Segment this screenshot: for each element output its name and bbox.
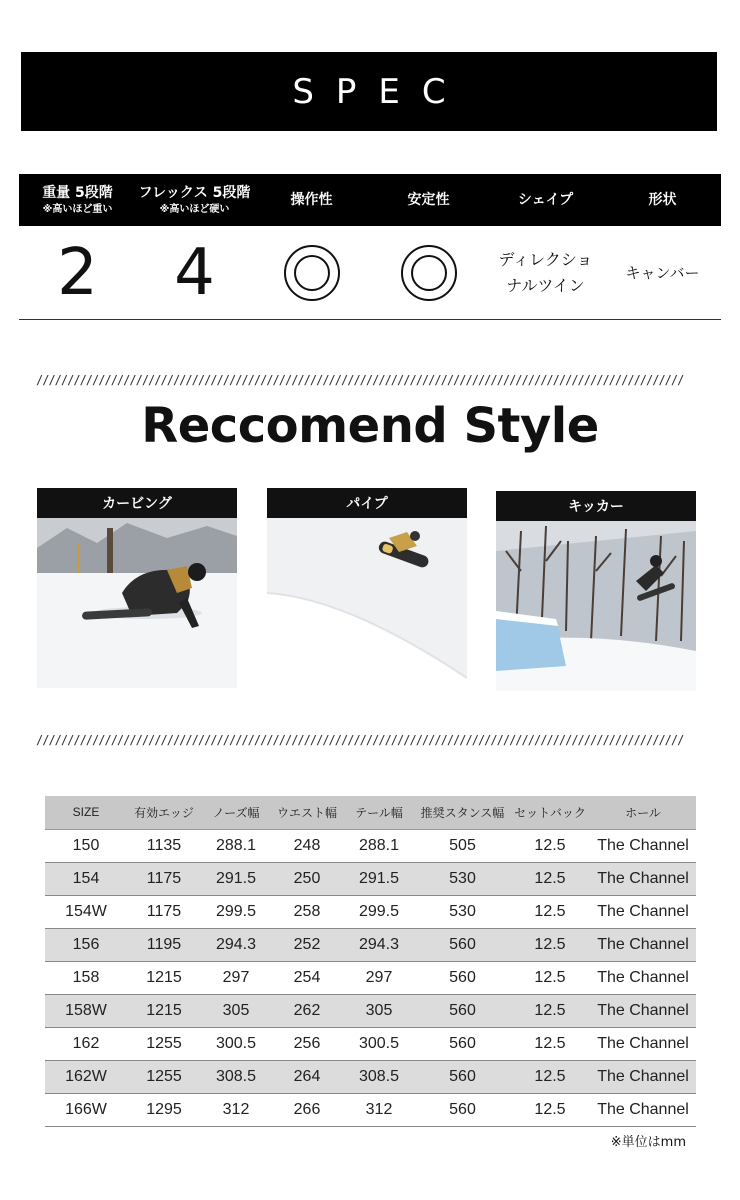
spec-flex-value <box>136 226 253 319</box>
table-row <box>45 895 696 928</box>
spec-header-label: 形状 <box>648 191 677 208</box>
table-cell: 560 <box>415 961 510 994</box>
table-cell: 154 <box>45 862 127 895</box>
table-cell: 12.5 <box>510 1060 590 1093</box>
table-cell: 150 <box>45 829 127 862</box>
spec-value-row <box>19 226 721 319</box>
table-cell: 288.1 <box>201 829 271 862</box>
table-cell: 258 <box>271 895 343 928</box>
table-cell: 12.5 <box>510 928 590 961</box>
flex-number: 4 <box>174 235 215 310</box>
spec-header-label: 操作性 <box>290 191 333 208</box>
size-header: 推奨スタンス幅 <box>415 796 510 829</box>
table-cell: 300.5 <box>201 1027 271 1060</box>
size-header: 有効エッジ <box>127 796 201 829</box>
table-cell: 12.5 <box>510 994 590 1027</box>
table-row <box>45 928 696 961</box>
size-table <box>45 796 696 1127</box>
table-cell: 158 <box>45 961 127 994</box>
style-label: キッカー <box>496 491 696 521</box>
table-cell: 1255 <box>127 1027 201 1060</box>
table-cell: 12.5 <box>510 895 590 928</box>
table-cell: 262 <box>271 994 343 1027</box>
table-cell: 250 <box>271 862 343 895</box>
spec-header-form <box>604 174 721 226</box>
spec-header-note: ※高いほど重い <box>42 203 113 215</box>
table-cell: The Channel <box>590 1060 696 1093</box>
kicker-photo-image <box>496 491 696 691</box>
spec-header-label: 安定性 <box>407 191 450 208</box>
style-label: カービング <box>37 488 237 518</box>
slash-divider: //////////////////////////////////////////////////////////////////////////////////////////////////////// <box>36 373 684 387</box>
table-cell: The Channel <box>590 1093 696 1126</box>
table-cell: 162W <box>45 1060 127 1093</box>
table-cell: 294.3 <box>201 928 271 961</box>
table-cell: 154W <box>45 895 127 928</box>
table-cell: 12.5 <box>510 961 590 994</box>
slash-divider: //////////////////////////////////////////////////////////////////////////////////////////////////////// <box>36 733 684 747</box>
table-cell: 1195 <box>127 928 201 961</box>
table-cell: 312 <box>343 1093 415 1126</box>
table-cell: 1255 <box>127 1060 201 1093</box>
table-cell: The Channel <box>590 862 696 895</box>
table-cell: 505 <box>415 829 510 862</box>
table-cell: 300.5 <box>343 1027 415 1060</box>
table-cell: 12.5 <box>510 862 590 895</box>
size-header: ノーズ幅 <box>201 796 271 829</box>
table-cell: 252 <box>271 928 343 961</box>
unit-note: ※単位はmm <box>610 1135 686 1150</box>
spec-header-flex <box>136 174 253 226</box>
table-cell: 294.3 <box>343 928 415 961</box>
table-cell: 291.5 <box>201 862 271 895</box>
spec-title: SPEC <box>21 52 717 131</box>
carving-photo-image <box>37 488 237 688</box>
recommend-title: Reccomend Style <box>141 398 599 454</box>
table-cell: 560 <box>415 928 510 961</box>
double-circle-icon <box>401 245 457 301</box>
table-cell: 156 <box>45 928 127 961</box>
table-row <box>45 829 696 862</box>
table-cell: 1135 <box>127 829 201 862</box>
table-cell: The Channel <box>590 1027 696 1060</box>
size-header: ホール <box>590 796 696 829</box>
table-cell: 1215 <box>127 994 201 1027</box>
table-cell: The Channel <box>590 928 696 961</box>
style-photo-carving <box>37 488 237 688</box>
table-cell: 297 <box>201 961 271 994</box>
double-circle-icon <box>284 245 340 301</box>
spec-header-label: 重量 5段階 <box>42 185 113 202</box>
table-cell: 291.5 <box>343 862 415 895</box>
size-header: セットバック <box>510 796 590 829</box>
table-row <box>45 961 696 994</box>
style-photo-pipe <box>267 488 467 688</box>
table-cell: 560 <box>415 994 510 1027</box>
table-row <box>45 1027 696 1060</box>
table-cell: 560 <box>415 1027 510 1060</box>
table-cell: 1215 <box>127 961 201 994</box>
spec-header-handling <box>253 174 370 226</box>
table-cell: The Channel <box>590 961 696 994</box>
size-table-header-row <box>45 796 696 829</box>
size-header: SIZE <box>45 796 127 829</box>
table-cell: 299.5 <box>343 895 415 928</box>
spec-header-label: フレックス 5段階 <box>138 185 251 202</box>
spec-header-shape <box>487 174 604 226</box>
table-cell: 560 <box>415 1060 510 1093</box>
table-cell: 12.5 <box>510 1093 590 1126</box>
table-cell: 162 <box>45 1027 127 1060</box>
table-cell: 530 <box>415 862 510 895</box>
table-cell: 1295 <box>127 1093 201 1126</box>
size-header: テール幅 <box>343 796 415 829</box>
table-cell: 248 <box>271 829 343 862</box>
style-label: パイプ <box>267 488 467 518</box>
table-cell: 308.5 <box>343 1060 415 1093</box>
pipe-photo-image <box>267 488 467 688</box>
table-cell: 12.5 <box>510 829 590 862</box>
table-cell: 305 <box>201 994 271 1027</box>
spec-stability-value <box>370 226 487 319</box>
table-cell: 166W <box>45 1093 127 1126</box>
table-cell: The Channel <box>590 994 696 1027</box>
table-cell: 264 <box>271 1060 343 1093</box>
table-cell: The Channel <box>590 895 696 928</box>
spec-table <box>19 174 721 320</box>
spec-form-value <box>604 226 721 319</box>
spec-header-label: シェイプ <box>517 191 574 208</box>
spec-header-row <box>19 174 721 226</box>
table-cell: 158W <box>45 994 127 1027</box>
form-text: キャンバー <box>625 264 700 282</box>
table-cell: 312 <box>201 1093 271 1126</box>
table-cell: 12.5 <box>510 1027 590 1060</box>
style-photo-kicker <box>496 491 696 691</box>
table-cell: 299.5 <box>201 895 271 928</box>
spec-header-note: ※高いほど硬い <box>159 203 230 215</box>
table-cell: 256 <box>271 1027 343 1060</box>
table-cell: 1175 <box>127 895 201 928</box>
spec-header-stability <box>370 174 487 226</box>
table-row <box>45 994 696 1027</box>
spec-weight-value <box>19 226 136 319</box>
table-cell: 254 <box>271 961 343 994</box>
table-cell: 308.5 <box>201 1060 271 1093</box>
table-row <box>45 862 696 895</box>
table-cell: 288.1 <box>343 829 415 862</box>
table-row <box>45 1060 696 1093</box>
shape-text: ディレクショナルツイン <box>498 249 593 295</box>
table-row <box>45 1093 696 1126</box>
table-cell: 560 <box>415 1093 510 1126</box>
table-cell: 530 <box>415 895 510 928</box>
table-cell: 1175 <box>127 862 201 895</box>
size-header: ウエスト幅 <box>271 796 343 829</box>
table-cell: 305 <box>343 994 415 1027</box>
table-cell: 297 <box>343 961 415 994</box>
weight-number: 2 <box>57 235 98 310</box>
spec-shape-value <box>487 226 604 319</box>
spec-handling-value <box>253 226 370 319</box>
table-cell: 266 <box>271 1093 343 1126</box>
spec-header-weight <box>19 174 136 226</box>
table-cell: The Channel <box>590 829 696 862</box>
